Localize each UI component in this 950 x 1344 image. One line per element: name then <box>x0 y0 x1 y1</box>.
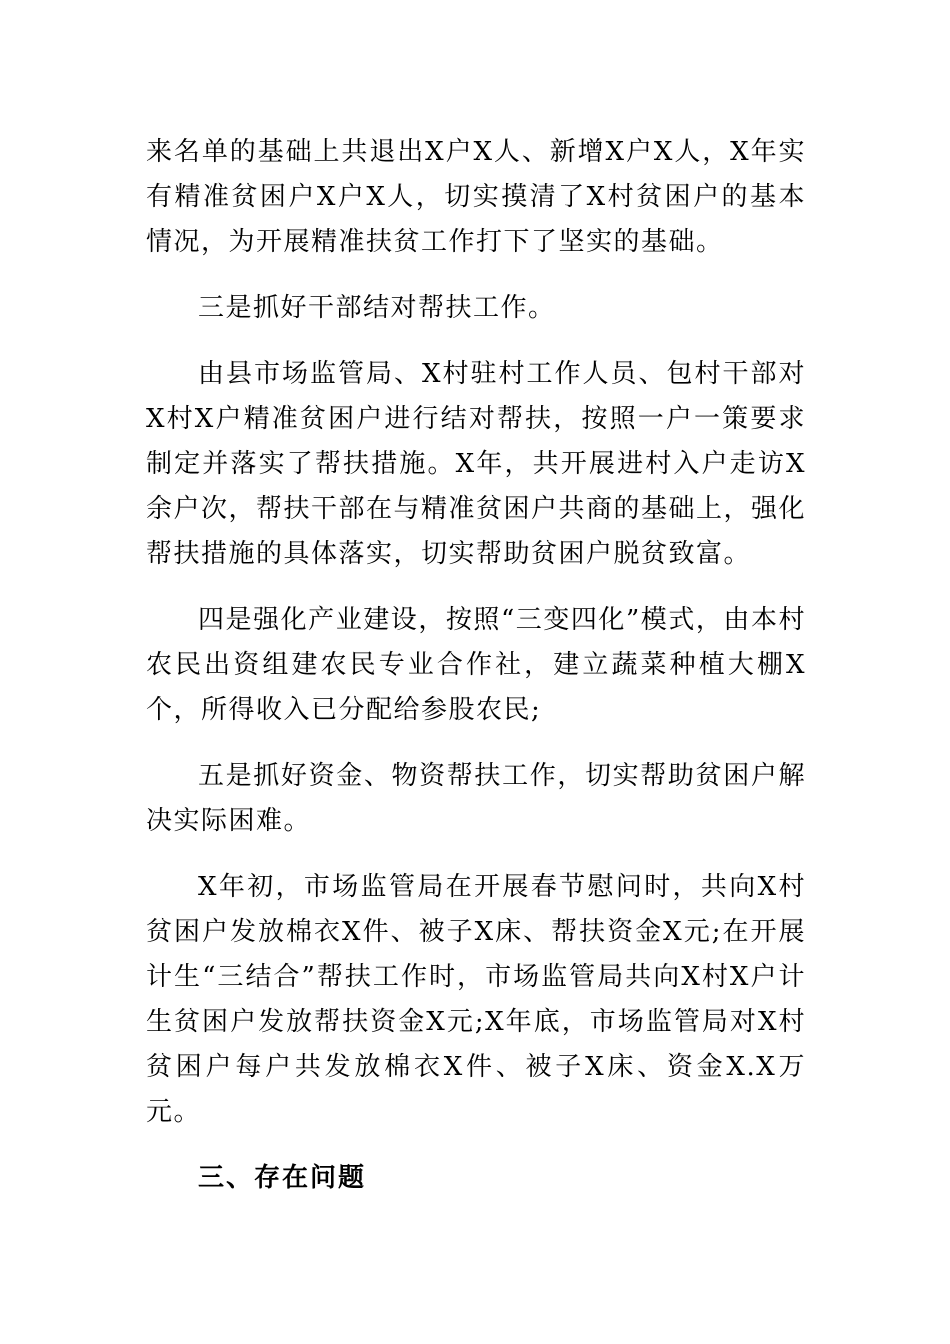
paragraph-funds-materials-title: 五是抓好资金、物资帮扶工作，切实帮助贫困户解决实际困难。 <box>146 761 806 836</box>
paragraph-roster-summary: 来名单的基础上共退出X户X人、新增X户X人，X年实有精准贫困户X户X人，切实摸清了X村贫困户的基本情况，为开展精准扶贫工作打下了坚实的基础。 <box>146 137 806 257</box>
paragraph-cadre-pairing-detail: 由县市场监管局、X村驻村工作人员、包村干部对X村X户精准贫困户进行结对帮扶，按照一户一策要求制定并落实了帮扶措施。X年，共开展进村入户走访X余户次，帮扶干部在与精准贫困户共商的基础上，强化帮扶措施的具体落实，切实帮助贫困户脱贫致富。 <box>146 359 807 569</box>
paragraph-industry-building: 四是强化产业建设，按照“三变四化”模式，由本村农民出资组建农民专业合作社，建立蔬菜种植大棚X个，所得收入已分配给参股农民; <box>146 605 806 725</box>
paragraph-funds-materials-detail: X年初，市场监管局在开展春节慰问时，共向X村贫困户发放棉衣X件、被子X床、帮扶资金X元;在开展计生“三结合”帮扶工作时，市场监管局共向X村X户计生贫困户发放帮扶资金X元;X年底，市场监管局对X村贫困户每户共发放棉衣X件、被子X床、资金X.X万元。 <box>146 872 806 1127</box>
section-heading-problems: 三、存在问题 <box>198 1163 367 1193</box>
document-body <box>146 130 806 1222</box>
paragraph-cadre-pairing-title: 三是抓好干部结对帮扶工作。 <box>198 293 556 323</box>
